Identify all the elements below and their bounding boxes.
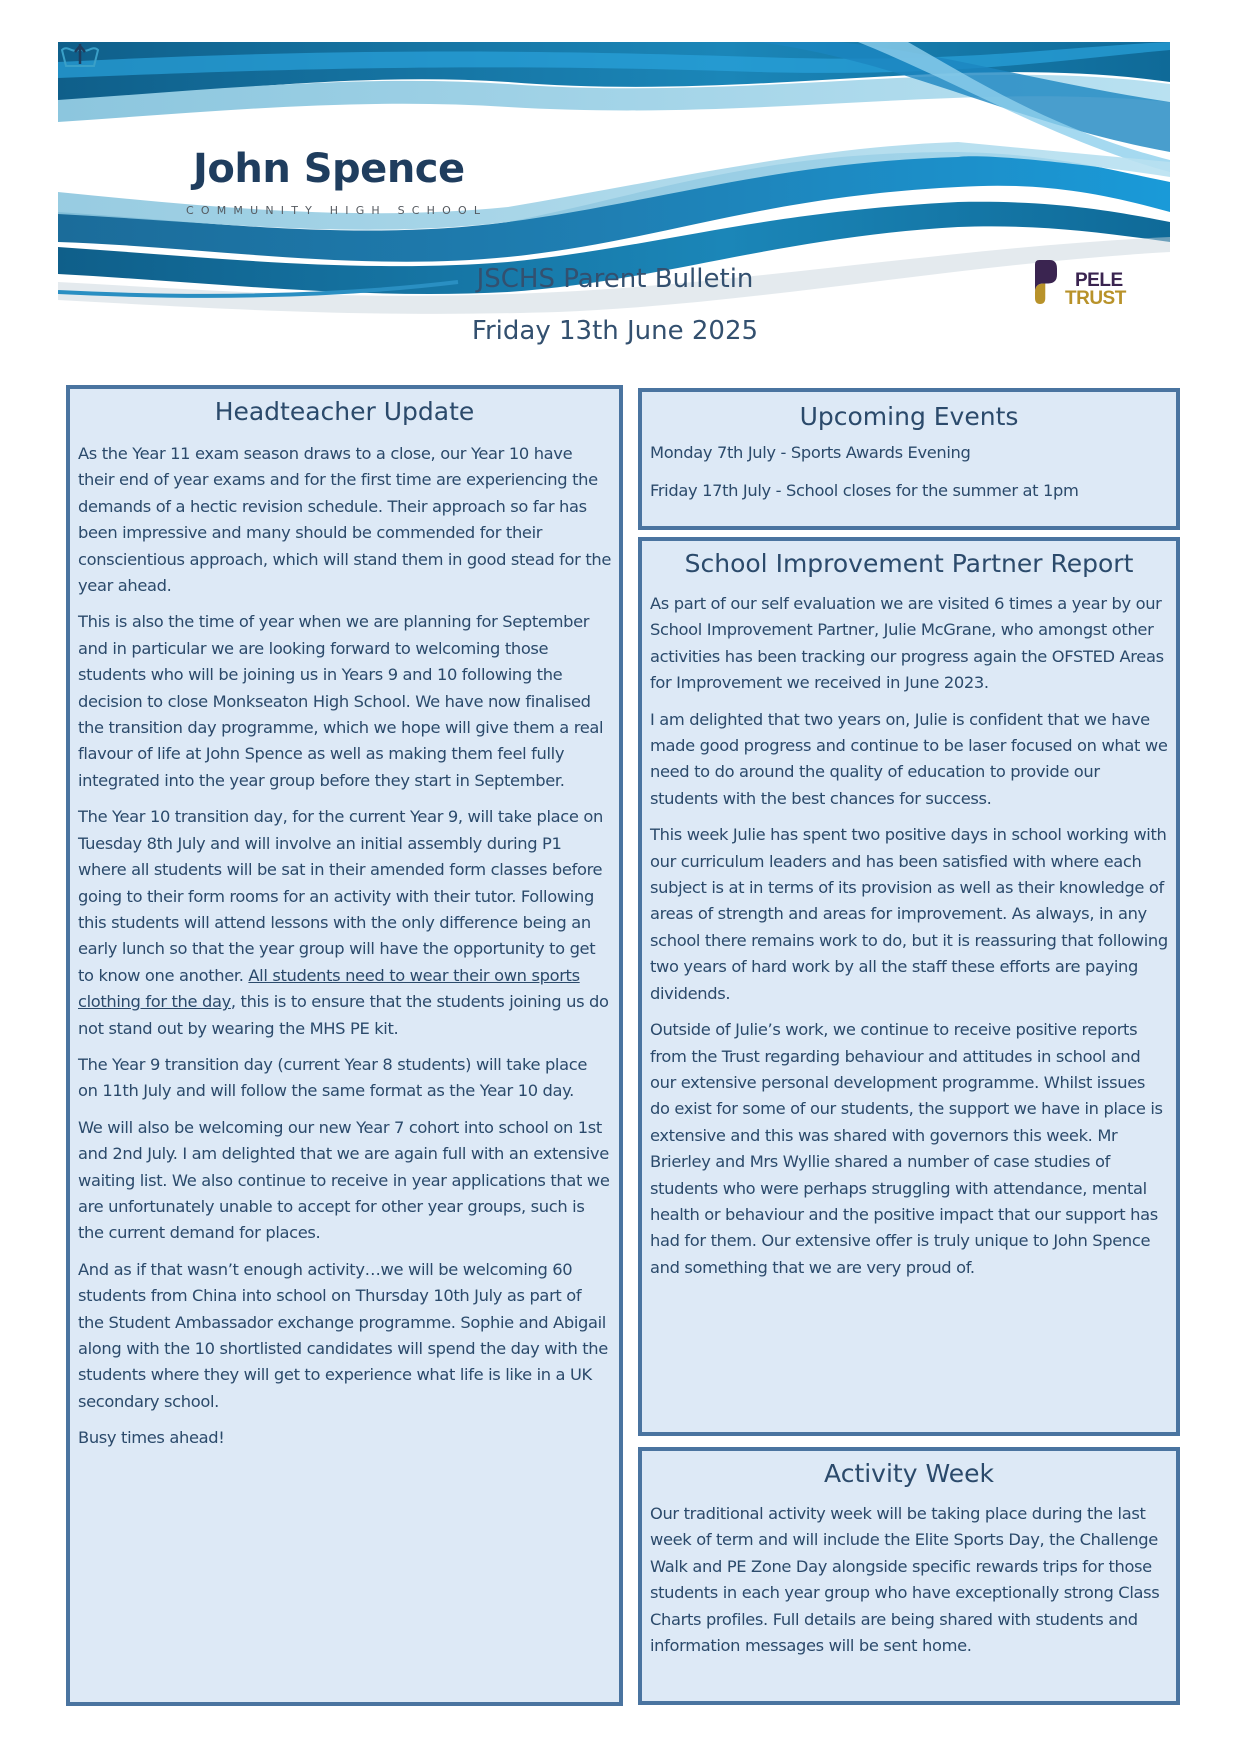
paragraph: I am delighted that two years on, Julie is confident that we have made good progress and continue to be laser focused on what we need to do around the quality of education to provide our students with the best chances for success.: [650, 709, 1168, 808]
pele-trust-logo: [1035, 252, 1145, 316]
pele-p-icon: [1035, 252, 1057, 312]
event-item: Monday 7th July - Sports Awards Evening: [650, 443, 971, 462]
bulletin-title: JSCHS Parent Bulletin: [476, 264, 754, 294]
school-subtitle: COMMUNITY HIGH SCHOOL: [186, 204, 488, 217]
school-improvement-report-panel: [638, 537, 1180, 1436]
paragraph: Our traditional activity week will be taking place during the last week of term and will include the Elite Sports Day, the Challenge Walk and PE Zone Day alongside specific rewards trips for those students in each year group who have exceptionally strong Class Charts profiles. Full details are being shared with students and information messages will be sent home.: [650, 1504, 1160, 1656]
event-item: Friday 17th July - School closes for the summer at 1pm: [650, 481, 1079, 501]
paragraph: Busy times ahead!: [78, 1428, 225, 1448]
bulletin-date: Friday 13th June 2025: [471, 316, 759, 346]
upcoming-events-panel: [638, 388, 1180, 530]
underlined-notice: All students need to wear their own sports clothing for the day: [78, 965, 580, 1012]
paragraph-with-emphasis: [78, 804, 611, 1042]
paragraph: As part of our self evaluation we are visited 6 times a year by our School Improvement Partner, Julie McGrane, who amongst other activities has been tracking our progress again the OFSTED Areas for Improvement we received in June 2023.: [650, 594, 1164, 693]
section-title: School Improvement Partner Report: [684, 549, 1134, 578]
school-crest-icon: [58, 42, 102, 70]
section-title: Activity Week: [824, 1459, 994, 1488]
headteacher-update-panel: [66, 385, 623, 1706]
paragraph: And as if that wasn’t enough activity…we will be welcoming 60 students from China into school on Thursday 10th July as part of the Student Ambassador exchange programme. Sophie and Abigail along with the 10 shortlisted candidates will spend the day with the students where they will get to experience what life is like in a UK secondary school.: [78, 1259, 608, 1411]
school-name: John Spence: [193, 146, 465, 192]
paragraph: The Year 9 transition day (current Year 8 students) will take place on 11th July and will follow the same format as the Year 10 day.: [78, 1054, 588, 1101]
paragraph: Outside of Julie’s work, we continue to receive positive reports from the Trust regarding behaviour and attitudes in school and our extensive personal development programme. Whilst issues do exist for some of our students, the support we have in place is extensive and this was shared with governors this week. Mr Brierley and Mrs Wyllie shared a number of case studies of students who were perhaps struggling with attendance, mental health or behaviour and the positive impact that our support has had for them. Our extensive offer is truly unique to John Spence and something that we are very proud of.: [650, 1020, 1163, 1277]
paragraph: As the Year 11 exam season draws to a close, our Year 10 have their end of year exams and for the first time are experiencing the demands of a hectic revision schedule. Their approach so far has been impressive and many should be commended for their conscientious approach, which will stand them in good stead for the year ahead.: [78, 444, 611, 596]
trust-logo-text: TRUST: [1065, 288, 1126, 309]
paragraph: This is also the time of year when we are planning for September and in particular we are looking forward to welcoming those students who will be joining us in Years 9 and 10 following the decision to close Monkseaton High School. We have now finalised the transition day programme, which we hope will give them a real flavour of life at John Spence as well as making them feel fully integrated into the year group before they start in September.: [78, 612, 604, 790]
pele-logo-text: PELE: [1075, 270, 1123, 291]
section-title: Headteacher Update: [214, 397, 475, 426]
section-title: Upcoming Events: [799, 402, 1019, 431]
activity-week-panel: [638, 1447, 1180, 1705]
paragraph: This week Julie has spent two positive days in school working with our curriculum leaders and has been satisfied with where each subject is at in terms of its provision as well as their knowledge of areas of strength and areas for improvement. As always, in any school there remains work to do, but it is reassuring that following two years of hard work by all the staff these efforts are paying dividends.: [650, 825, 1168, 1003]
paragraph-text: The Year 10 transition day, for the current Year 9, will take place on Tuesday 8th July and will involve an initial assembly during P1 where all students will be sat in their amended form classes before going to their form rooms for an activity with their tutor. Following this students will attend lessons with the only difference being an early lunch so that the year group will have the opportunity to get to know one another.: [78, 807, 603, 985]
paragraph-text: , this is to ensure that the students joining us do not stand out by wearing the MHS PE kit.: [78, 992, 609, 1038]
paragraph: We will also be welcoming our new Year 7 cohort into school on 1st and 2nd July. I am delighted that we are again full with an extensive waiting list. We also continue to receive in year applications that we are unfortunately unable to accept for other year groups, such is the current demand for places.: [78, 1117, 610, 1243]
